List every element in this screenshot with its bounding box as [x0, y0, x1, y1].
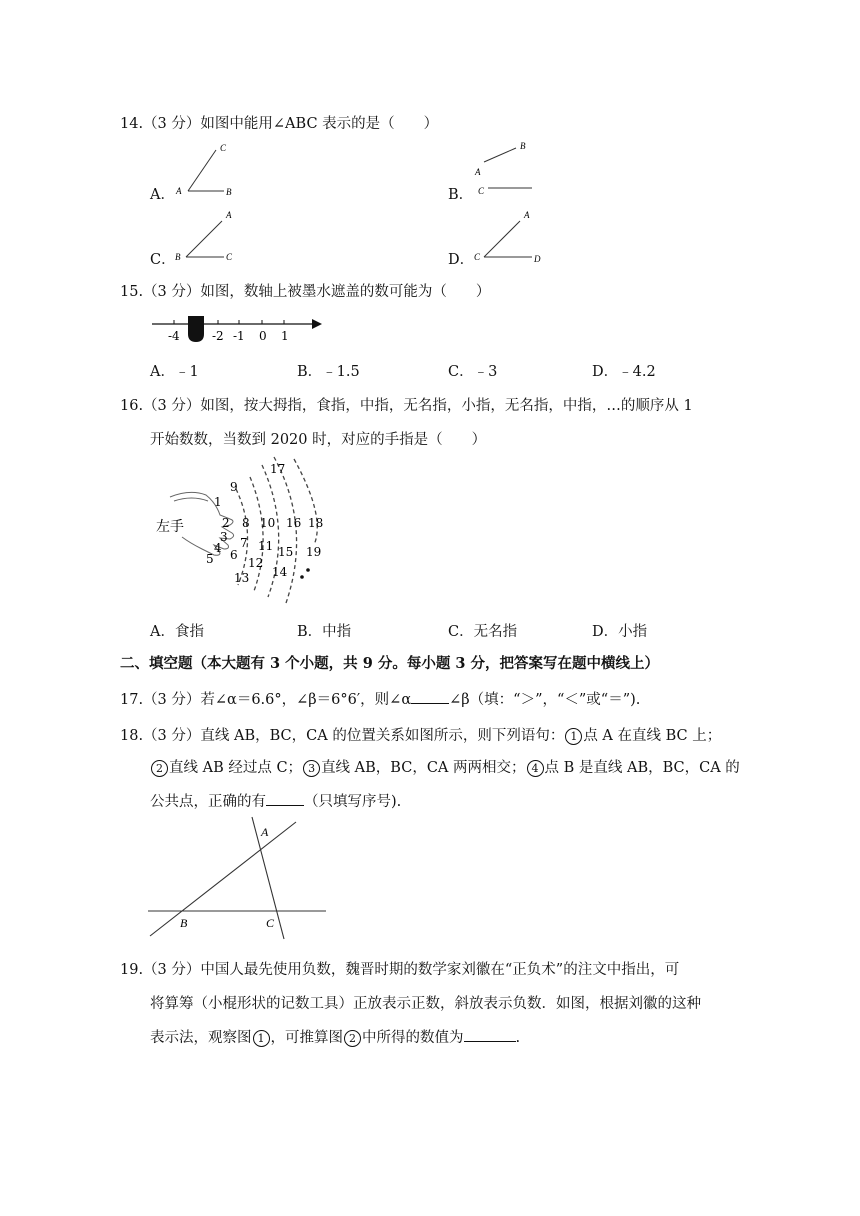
svg-text:C: C — [478, 186, 485, 196]
q14-figure-b — [470, 138, 550, 198]
q14-option-b-label[interactable]: B． — [448, 187, 474, 203]
svg-text:3: 3 — [220, 530, 228, 544]
q14a-point-3: B — [226, 187, 232, 197]
svg-text:-4: -4 — [168, 329, 180, 343]
q16-option-a[interactable]: A．食指 — [150, 624, 204, 640]
svg-text:1: 1 — [281, 329, 289, 343]
q16-stem-line1: 16.（3 分）如图，按大拇指，食指，中指，无名指，小指，无名指，中指，…的顺序从 1 — [120, 398, 693, 414]
q16-option-c[interactable]: C．无名指 — [448, 624, 518, 640]
q19-line2: 将算筹（小棍形状的记数工具）正放表示正数，斜放表示负数．如图，根据刘徽的这种 — [150, 996, 701, 1012]
ink-blot — [188, 316, 204, 342]
q14-figure-c — [170, 205, 250, 265]
q14a-point-1: C — [220, 143, 227, 153]
svg-text:0: 0 — [259, 329, 267, 343]
q19-line1: 19.（3 分）中国人最先使用负数，魏晋时期的数学家刘徽在“正负术”的注文中指出，可 — [120, 962, 680, 978]
q18-line3: 公共点，正确的有 （只填写序号). — [150, 794, 402, 810]
q16-hand-figure — [150, 455, 340, 605]
svg-text:14: 14 — [272, 565, 288, 579]
svg-text:B: B — [520, 141, 526, 151]
svg-text:B: B — [180, 916, 188, 930]
q15-option-a[interactable]: A．﹣1 — [150, 364, 199, 380]
q19-line3: 表示法，观察图 1 ，可推算图 2 中所得的数值为 . — [150, 1030, 521, 1046]
hand-label: 左手 — [156, 519, 184, 535]
svg-text:A: A — [524, 210, 530, 220]
q15-number-line — [150, 312, 330, 348]
q15-option-d[interactable]: D．﹣4.2 — [592, 364, 656, 380]
svg-text:C: C — [266, 916, 275, 930]
q17-answer-blank[interactable] — [411, 691, 449, 704]
q14-option-d-label[interactable]: D． — [448, 252, 475, 268]
q14-figure-d — [470, 205, 550, 265]
svg-text:17: 17 — [270, 462, 286, 476]
svg-text:-1: -1 — [233, 329, 245, 343]
svg-text:A: A — [475, 167, 481, 177]
q15-stem: 15.（3 分）如图，数轴上被墨水遮盖的数可能为（ ） — [120, 284, 491, 300]
q18-line1: 18.（3 分）直线 AB，BC，CA 的位置关系如图所示，则下列语句： 1 点 A 在直线 BC 上； — [120, 728, 722, 744]
svg-text:1: 1 — [214, 495, 222, 509]
svg-text:A: A — [226, 210, 232, 220]
q16-option-d[interactable]: D．小指 — [592, 624, 648, 640]
q14a-point-2: A — [176, 186, 182, 196]
svg-text:7: 7 — [240, 536, 248, 550]
q17-text: 17.（3 分）若∠α＝6.6°，∠β＝6°6′，则∠α ∠β（填：“＞”，“＜”或“＝”). — [120, 692, 641, 708]
section-2-heading: 二、填空题（本大题有 3 个小题，共 9 分。每小题 3 分，把答案写在题中横线上） — [120, 655, 660, 672]
q14-option-a-label[interactable]: A． — [150, 187, 175, 203]
q15-option-c[interactable]: C．﹣3 — [448, 364, 498, 380]
q14-stem: 14.（3 分）如图中能用∠ABC 表示的是（ ） — [120, 116, 439, 132]
q16-stem-line2: 开始数数，当数到 2020 时，对应的手指是（ ） — [150, 432, 487, 448]
q18-lines-figure — [148, 815, 328, 945]
svg-text:16: 16 — [286, 516, 302, 530]
q18-answer-blank[interactable] — [266, 793, 304, 806]
svg-text:2: 2 — [222, 516, 230, 530]
q19-answer-blank[interactable] — [464, 1029, 516, 1042]
svg-text:4: 4 — [214, 541, 222, 555]
svg-text:9: 9 — [230, 480, 238, 494]
svg-text:15: 15 — [278, 545, 294, 559]
svg-text:6: 6 — [230, 548, 238, 562]
q14-figure-a — [170, 140, 250, 200]
svg-text:8: 8 — [242, 516, 250, 530]
svg-text:13: 13 — [234, 571, 250, 585]
q14-option-c-label[interactable]: C． — [150, 252, 176, 268]
svg-text:11: 11 — [258, 539, 274, 553]
svg-text:19: 19 — [306, 545, 322, 559]
q15-option-b[interactable]: B．﹣1.5 — [297, 364, 360, 380]
svg-text:-2: -2 — [212, 329, 224, 343]
q16-option-b[interactable]: B．中指 — [297, 624, 352, 640]
svg-text:12: 12 — [248, 556, 264, 570]
svg-text:18: 18 — [308, 516, 324, 530]
svg-text:A: A — [261, 825, 269, 839]
svg-text:C: C — [474, 252, 481, 262]
svg-text:C: C — [226, 252, 233, 262]
q18-line2: 2 直线 AB 经过点 C； 3 直线 AB，BC，CA 两两相交； 4 点 B 是直线 AB，BC，CA 的 — [150, 756, 740, 777]
svg-text:5: 5 — [206, 552, 214, 566]
svg-text:10: 10 — [260, 516, 276, 530]
svg-text:B: B — [175, 252, 181, 262]
svg-text:D: D — [534, 254, 541, 264]
